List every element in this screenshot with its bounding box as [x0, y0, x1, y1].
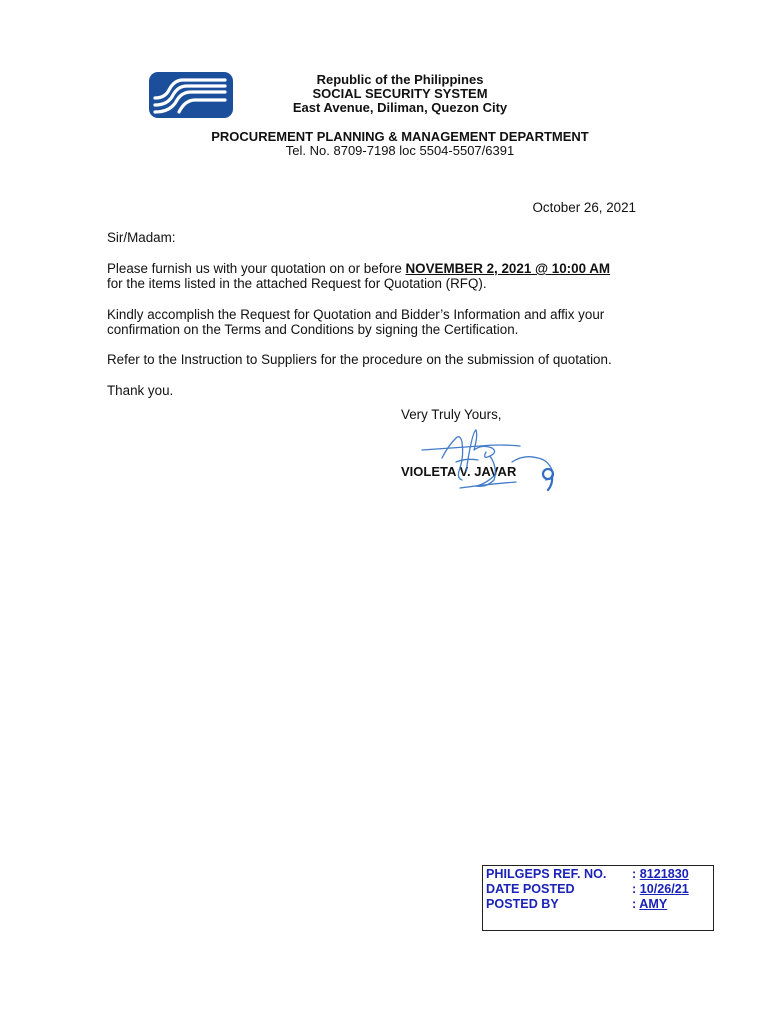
ref-label: DATE POSTED: [486, 882, 575, 896]
ref-label: POSTED BY: [486, 897, 559, 911]
ref-value: : 8121830: [632, 867, 689, 881]
quotation-request-text: Please furnish us with your quotation on or before: [107, 261, 406, 276]
philgeps-ref-number: 8121830: [639, 867, 689, 881]
handwritten-signature: [420, 428, 565, 494]
paragraph-accomplish-line2: confirmation on the Terms and Conditions by signing the Certification.: [107, 322, 519, 337]
salutation: Sir/Madam:: [107, 230, 176, 245]
ref-label: PHILGEPS REF. NO.: [486, 867, 607, 881]
philgeps-reference-box: [482, 865, 714, 931]
paragraph-accomplish-line1: Kindly accomplish the Request for Quotation and Bidder’s Information and affix your: [107, 307, 605, 322]
thank-you: Thank you.: [107, 383, 174, 398]
department-tel: Tel. No. 8709-7198 loc 5504-5507/6391: [285, 143, 515, 158]
header-line-agency: SOCIAL SECURITY SYSTEM: [312, 86, 488, 101]
deadline: NOVEMBER 2, 2021 @ 10:00 AM: [405, 261, 611, 276]
header-line-republic: Republic of the Philippines: [316, 72, 484, 87]
date-posted-value: 10/26/21: [639, 882, 689, 896]
ref-value: : AMY: [632, 897, 668, 911]
paragraph-instructions: Refer to the Instruction to Suppliers for the procedure on the submission of quotation.: [107, 352, 612, 367]
ref-value: : 10/26/21: [632, 882, 689, 896]
posted-by-value: AMY: [639, 897, 668, 911]
letter-date: October 26, 2021: [532, 200, 636, 215]
signatory-name: VIOLETA V. JAVAR: [401, 464, 517, 479]
department-title: PROCUREMENT PLANNING & MANAGEMENT DEPARTMENT: [211, 129, 589, 144]
closing: Very Truly Yours,: [401, 407, 502, 422]
paragraph-quotation-request: [107, 261, 610, 277]
header-line-address: East Avenue, Diliman, Quezon City: [292, 100, 508, 115]
paragraph-quotation-request-line2: for the items listed in the attached Request for Quotation (RFQ).: [107, 276, 487, 291]
